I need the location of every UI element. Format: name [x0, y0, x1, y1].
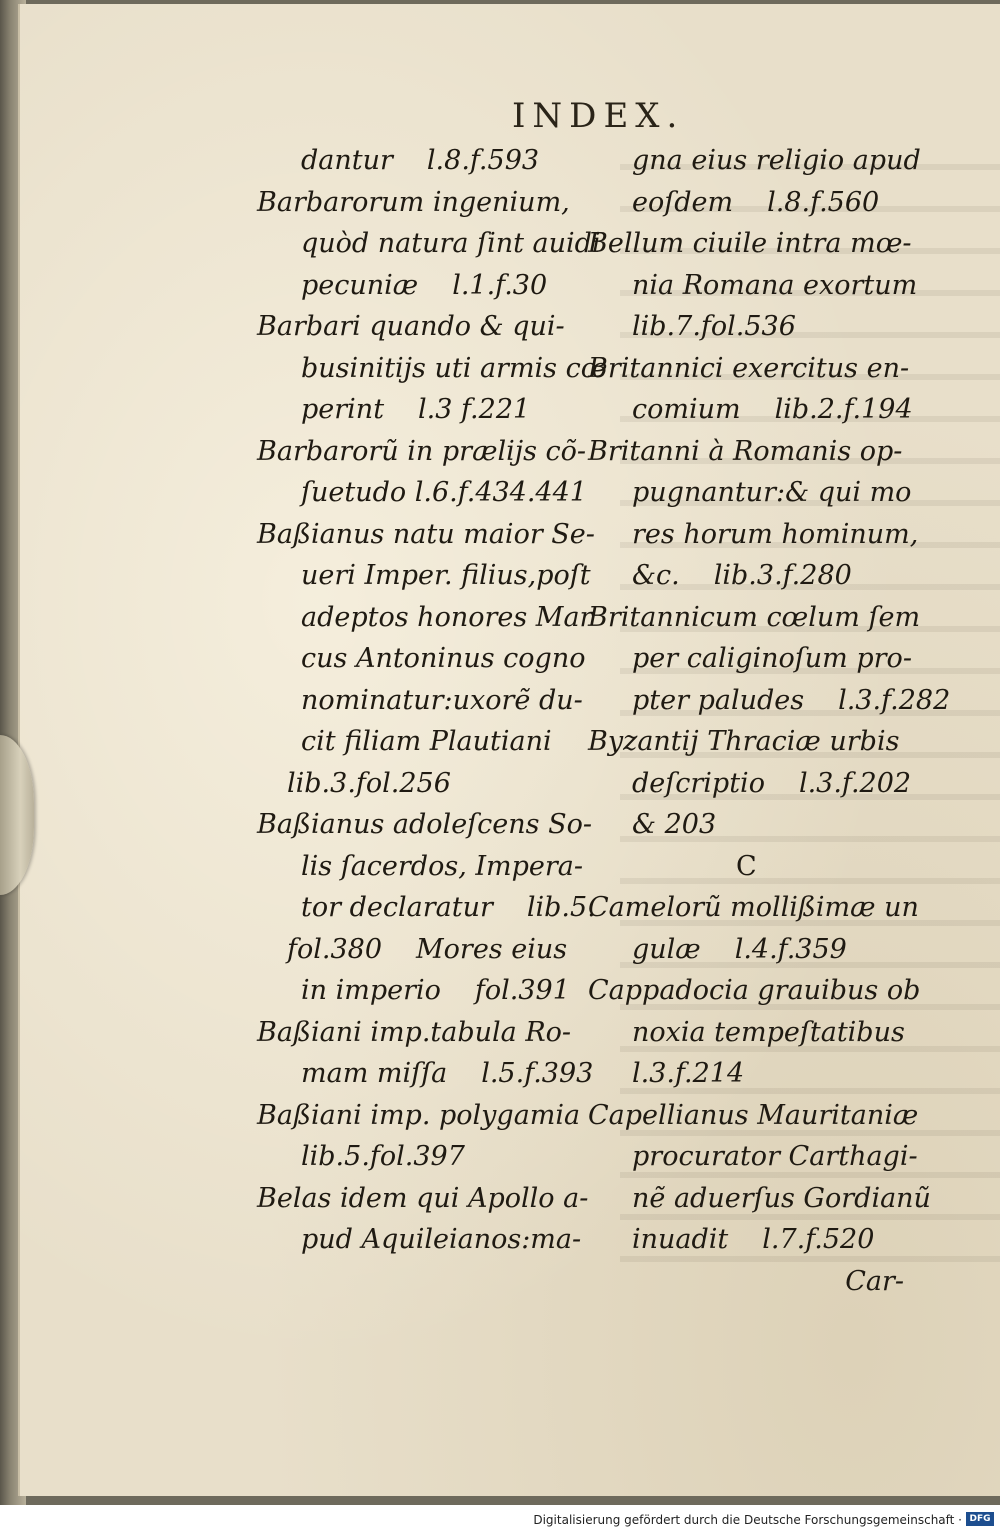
index-column-right [588, 140, 951, 1302]
index-entry-text: Baßiani imp.tabula Ro- [257, 1016, 572, 1048]
index-line [588, 306, 910, 348]
index-line [588, 348, 910, 390]
index-line [257, 680, 587, 722]
index-entry-text: Baßianus adoleſcens So- [257, 809, 592, 840]
index-entry-text: Capellianus Mauritaniæ [588, 1099, 919, 1131]
index-line [588, 597, 921, 639]
index-entry-reference: l.3 f.221 [418, 394, 531, 425]
index-line [257, 846, 587, 888]
index-entry-text: pter paludes [632, 684, 805, 716]
index-line [588, 970, 921, 1012]
index-entry-text: cit filiam Plautiani [301, 726, 552, 757]
index-line [588, 1178, 931, 1220]
index-entry-text: ſuetudo l.6.f.434.441 [301, 477, 587, 508]
index-line [257, 306, 587, 348]
index-entry-text: comium [632, 394, 741, 425]
index-line [588, 265, 918, 307]
index-entry-reference: l.7.f.520 [762, 1224, 875, 1255]
index-entry-text: eoſdem [632, 186, 734, 218]
index-entry-text: l.3.f.214 [632, 1058, 745, 1089]
index-line [588, 887, 919, 929]
index-entry-text: lib.7.fol.536 [632, 311, 796, 342]
index-line [257, 721, 587, 763]
index-line [588, 182, 910, 224]
index-entry-text: per caliginoſum pro- [632, 643, 912, 674]
index-line [257, 472, 587, 514]
index-entry-text: pugnantur:& qui mo [632, 477, 912, 508]
index-line [588, 514, 919, 556]
index-line [257, 555, 591, 597]
index-line [257, 1219, 587, 1261]
index-line [588, 1012, 910, 1054]
index-entry-text: perint [301, 394, 385, 425]
index-entry-text: lis ſacerdos, Impera- [301, 850, 584, 882]
index-line [588, 431, 910, 473]
index-entry-text: & 203 [632, 809, 717, 840]
index-line [588, 929, 910, 971]
index-entry-text: gulæ [632, 933, 701, 965]
index-line [257, 1136, 587, 1178]
index-line [588, 389, 913, 431]
digitization-footer [0, 1509, 1000, 1531]
dfg-logo-icon: DFG [966, 1512, 994, 1526]
index-entry-reference: lib.2.f.194 [774, 394, 913, 425]
index-entry-reference: lib.3.f.280 [713, 560, 852, 591]
index-entry-reference: l.3.f.282 [838, 684, 951, 716]
index-entry-reference: l.4.f.359 [734, 933, 847, 965]
index-line [257, 638, 587, 680]
index-line [588, 472, 910, 514]
index-line [588, 1136, 918, 1178]
index-line [257, 887, 596, 929]
index-line [257, 348, 608, 390]
index-entry-text: nẽ aduerſus Gordianũ [632, 1182, 931, 1214]
index-line [588, 804, 910, 846]
index-line [257, 140, 587, 182]
index-entry-text: Britannici exercitus en- [588, 352, 910, 384]
index-entry-text: nia Romana exortum [632, 269, 918, 301]
index-entry-reference: l.5.f.393 [481, 1058, 594, 1089]
index-line [588, 1261, 910, 1303]
index-entry-reference: Mores eius [416, 933, 568, 965]
index-line [257, 1012, 587, 1054]
index-line [257, 1095, 587, 1137]
index-entry-text: adeptos honores Mar [301, 601, 593, 633]
index-line [588, 1219, 910, 1261]
index-line [257, 804, 592, 846]
index-column-left [257, 140, 608, 1261]
index-entry-text: res horum hominum, [632, 518, 919, 550]
index-entry-text: Belas idem qui Apollo a- [257, 1182, 589, 1214]
index-line [588, 638, 910, 680]
index-entry-text: &c. [632, 560, 680, 591]
index-line [257, 514, 595, 556]
index-entry-reference: fol.391 [474, 975, 570, 1006]
index-entry-text: Byzantij Thraciæ urbis [588, 726, 900, 757]
index-line [588, 1095, 919, 1137]
index-entry-text: nominatur:uxorẽ du- [301, 684, 583, 716]
index-line [257, 182, 587, 224]
section-letter: C [736, 850, 757, 882]
index-line [257, 1178, 587, 1220]
index-line [257, 597, 593, 639]
index-entry-text: gna eius religio apud [632, 145, 921, 176]
index-entry-text: Barbari quando & qui- [257, 311, 565, 342]
index-line [257, 929, 587, 971]
index-entry-text: Cappadocia grauibus ob [588, 975, 921, 1006]
running-head: INDEX. [512, 96, 685, 136]
index-entry-reference: lib.5. [526, 892, 596, 923]
index-line [588, 1053, 910, 1095]
index-line [257, 1053, 594, 1095]
index-entry-text: procurator Carthagi- [632, 1141, 918, 1172]
index-entry-text: deſcriptio [632, 767, 765, 799]
footer-credit: Digitalisierung gefördert durch die Deutsche Forschungsgemeinschaft · [533, 1513, 962, 1527]
index-entry-text: quòd natura ſint auidi [301, 228, 601, 259]
index-entry-text: pecuniæ [301, 269, 419, 301]
index-line [257, 431, 587, 473]
catchword: Car- [845, 1265, 904, 1297]
index-entry-text: Britannicum cœlum ſem [588, 601, 921, 633]
index-entry-text: inuadit [632, 1224, 729, 1255]
index-entry-text: in imperio [301, 975, 441, 1006]
index-entry-text: Britanni à Romanis op- [588, 435, 903, 467]
index-line [588, 140, 921, 182]
index-line [257, 223, 601, 265]
index-entry-text: lib.5.fol.397 [301, 1141, 465, 1172]
index-entry-text: lib.3.fol.256 [287, 767, 451, 799]
index-entry-text: mam miſſa [301, 1058, 448, 1089]
index-line [257, 389, 587, 431]
index-entry-text: cus Antoninus cogno [301, 643, 586, 674]
index-entry-text: tor declaratur [301, 892, 493, 923]
index-entry-reference: l.8.f.593 [426, 145, 540, 176]
index-entry-text: Baßianus natu maior Se- [257, 518, 595, 550]
index-entry-text: pud Aquileianos:ma- [301, 1224, 582, 1255]
index-line [588, 680, 951, 722]
index-entry-reference: l.1.f.30 [452, 269, 548, 301]
index-entry-text: Barbarorũ in prælijs cõ- [257, 435, 587, 467]
index-entry-text: fol.380 [287, 933, 383, 965]
index-entry-text: dantur [301, 145, 393, 176]
index-line [257, 265, 587, 307]
index-entry-reference: l.3.f.202 [798, 767, 912, 799]
index-line [257, 970, 587, 1012]
index-line [588, 555, 910, 597]
index-entry-text: Baßiani imp. polygamia [257, 1099, 581, 1131]
index-line [588, 721, 910, 763]
index-entry-text: Bellum ciuile intra mœ- [588, 228, 912, 259]
index-line [588, 223, 910, 265]
index-line [588, 763, 910, 805]
index-line [257, 763, 587, 805]
index-entry-text: businitijs uti armis cœ [301, 352, 608, 384]
index-line [588, 846, 910, 888]
index-entry-text: Barbarorum ingenium, [257, 186, 570, 218]
index-entry-text: noxia tempeſtatibus [632, 1016, 905, 1048]
index-entry-text: Camelorũ mollißimæ un [588, 892, 919, 923]
index-entry-reference: l.8.f.560 [767, 186, 880, 218]
index-entry-text: ueri Imper. filius,poſt [301, 560, 591, 591]
